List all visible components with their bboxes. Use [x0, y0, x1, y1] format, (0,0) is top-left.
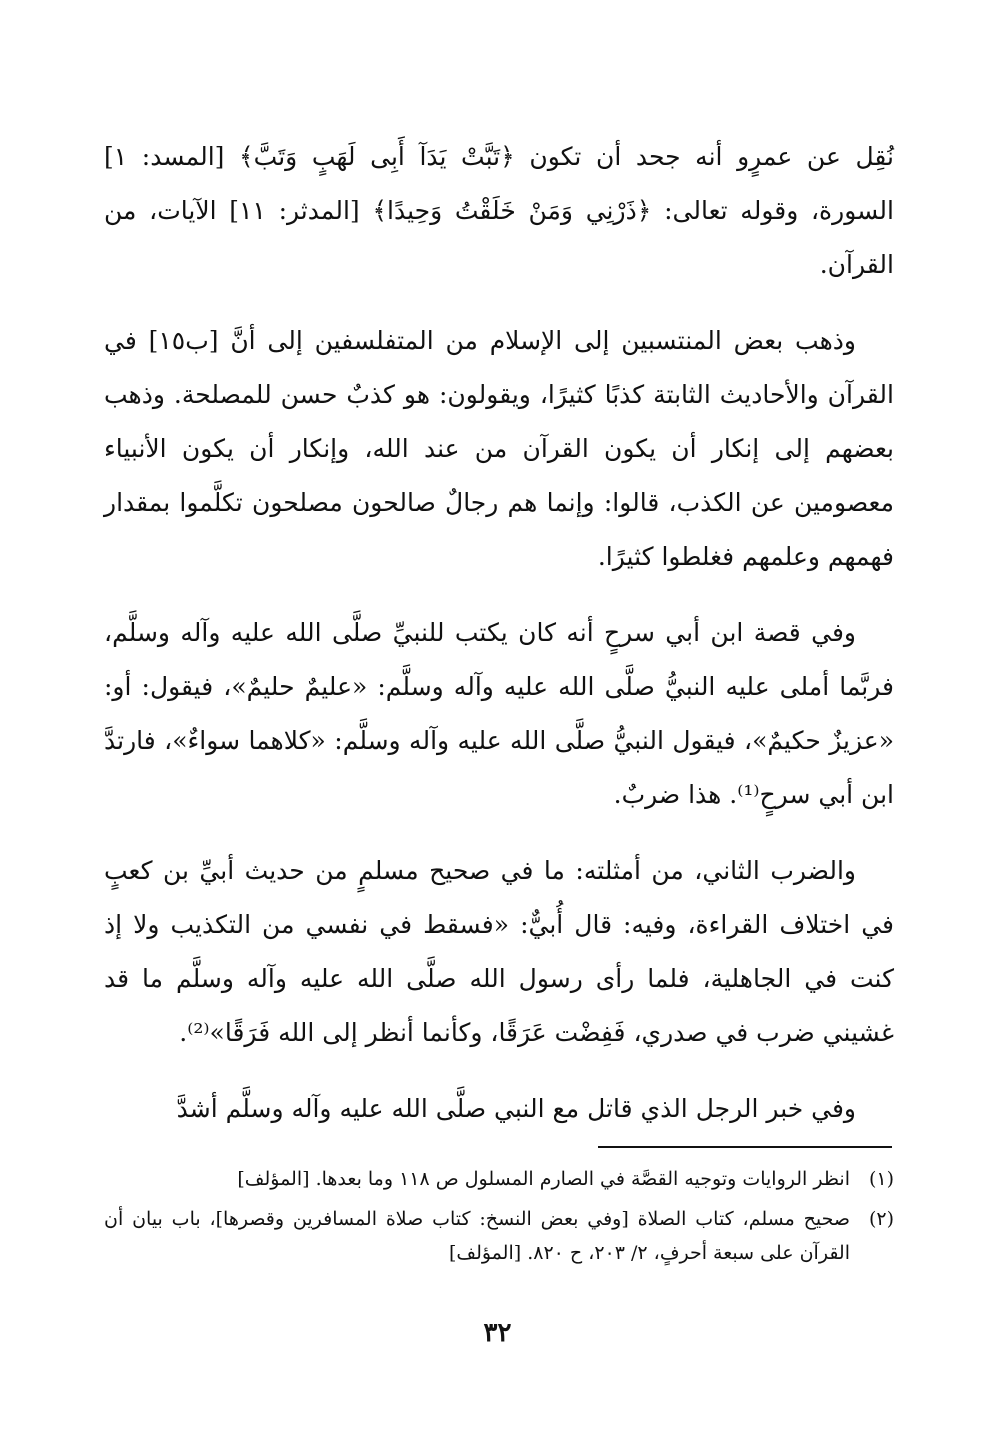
- footnote-divider: [598, 1146, 892, 1148]
- paragraph-5: وفي خبر الرجل الذي قاتل مع النبي صلَّى الله عليه وآله وسلَّم أشدَّ: [176, 1094, 856, 1123]
- footnote-number: (٢): [868, 1208, 894, 1230]
- paragraph-3: وفي قصة ابن أبي سرحٍ أنه كان يكتب للنبيِّ صلَّى الله عليه وآله وسلَّم، فربَّما أملى عليه النبيُّ صلَّى الله عليه وآله وسلَّم: «عليمٌ حليمٌ»، فيقول: أو: «عزيزٌ حكيمٌ»، فيقول النبيُّ صلَّى الله عليه وآله وسلَّم: «كلاهما سواءٌ»، فارتدَّ ابن أبي سرحٍ⁽¹⁾. هذا ضربٌ.: [104, 618, 894, 809]
- footnote-2: [104, 1202, 894, 1270]
- paragraph-2: وذهب بعض المنتسبين إلى الإسلام من المتفلسفين إلى أنَّ [ب١٥] في القرآن والأحاديث الثابتة كذبًا كثيرًا، ويقولون: هو كذبٌ حسن للمصلحة. وذهب بعضهم إلى إنكار أن يكون القرآن من عند الله، وإنكار أن يكون الأنبياء معصومين عن الكذب، قالوا: وإنما هم رجالٌ صالحون مصلحون تكلَّموا بمقدار فهمهم وعلمهم فغلطوا كثيرًا.: [104, 326, 894, 571]
- main-text: [104, 130, 894, 1158]
- footnote-number: (١): [868, 1168, 894, 1190]
- footnote-1: [104, 1162, 894, 1196]
- footnote-text: انظر الروايات وتوجيه القصَّة في الصارم المسلول ص ١١٨ وما بعدها. [المؤلف]: [237, 1168, 850, 1190]
- paragraph-4: والضرب الثاني، من أمثلته: ما في صحيح مسلمٍ من حديث أبيِّ بن كعبٍ في اختلاف القراءة، وفيه: قال أُبيٌّ: «فسقط في نفسي من التكذيب ولا إذ كنت في الجاهلية، فلما رأى رسول الله صلَّى الله عليه وآله وسلَّم ما قد غشيني ضرب في صدري، فَفِضْت عَرَقًا، وكأنما أنظر إلى الله فَرَقًا»⁽²⁾.: [104, 856, 894, 1047]
- page-number: ٣٢: [483, 1318, 512, 1348]
- footnotes: [104, 1162, 894, 1276]
- footnote-text: صحيح مسلم، كتاب الصلاة [وفي بعض النسخ: كتاب صلاة المسافرين وقصرها]، باب بيان أن القرآن على سبعة أحرفٍ، ٢/ ٢٠٣، ح ٨٢٠. [المؤلف]: [104, 1208, 850, 1264]
- paragraph-1: نُقِل عن عمرٍو أنه جحد أن تكون ﴿تَبَّتْ يَدَآ أَبِى لَهَبٍ وَتَبَّ﴾ [المسد: ١] السورة، وقوله تعالى: ﴿ذَرْنِي وَمَنْ خَلَقْتُ وَحِيدًا﴾ [المدثر: ١١] الآيات، من القرآن.: [104, 142, 894, 279]
